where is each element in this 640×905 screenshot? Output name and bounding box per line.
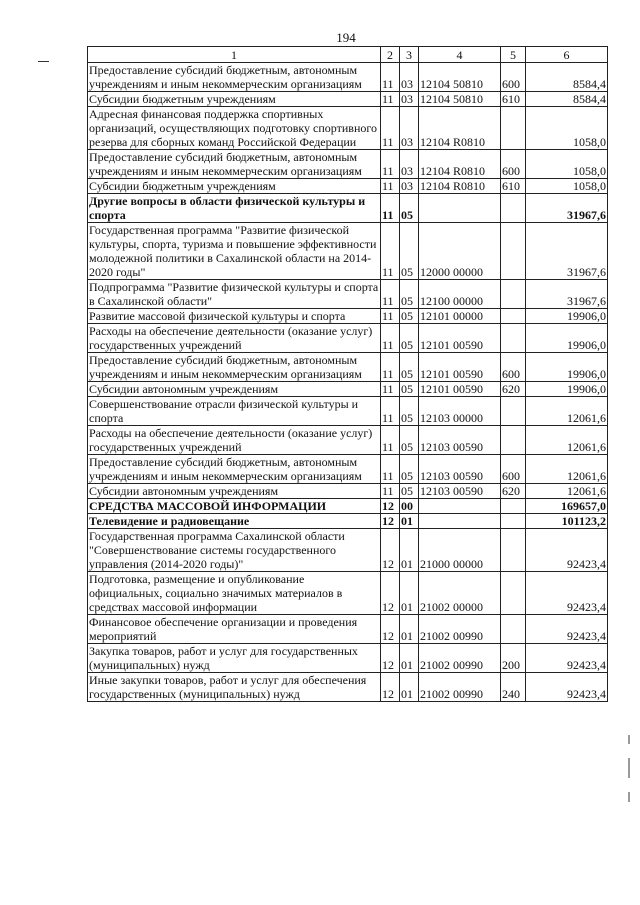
- table-row: [88, 484, 608, 499]
- row-target-code-cell: 21000 00000: [419, 529, 501, 572]
- row-amount-cell: 8584,4: [526, 92, 608, 107]
- table-row: [88, 194, 608, 223]
- row-target-code-cell: 12000 00000: [419, 223, 501, 280]
- row-expense-type-cell: 200: [501, 644, 526, 673]
- row-target-code-cell: [419, 499, 501, 514]
- row-expense-type-cell: [501, 529, 526, 572]
- table-row: [88, 223, 608, 280]
- row-amount-cell: 92423,4: [526, 572, 608, 615]
- row-expense-type-cell: 610: [501, 179, 526, 194]
- budget-table-body: [88, 47, 608, 702]
- row-name-cell: Субсидии бюджетным учреждениям: [88, 179, 381, 194]
- row-target-code-cell: 21002 00990: [419, 673, 501, 702]
- row-section-cell: 11: [381, 397, 400, 426]
- row-name-cell: СРЕДСТВА МАССОВОЙ ИНФОРМАЦИИ: [88, 499, 381, 514]
- row-target-code-cell: 12104 50810: [419, 92, 501, 107]
- row-expense-type-cell: [501, 499, 526, 514]
- row-section-cell: 12: [381, 499, 400, 514]
- edge-scan-mark: [628, 735, 630, 744]
- row-subsection-cell: 05: [400, 309, 419, 324]
- row-amount-cell: 92423,4: [526, 644, 608, 673]
- table-row: [88, 280, 608, 309]
- row-amount-cell: 1058,0: [526, 150, 608, 179]
- table-row: [88, 499, 608, 514]
- row-target-code-cell: [419, 194, 501, 223]
- table-row: [88, 107, 608, 150]
- table-row: [88, 426, 608, 455]
- row-expense-type-cell: 620: [501, 382, 526, 397]
- row-expense-type-cell: 600: [501, 353, 526, 382]
- table-row: [88, 455, 608, 484]
- table-row: [88, 179, 608, 194]
- row-amount-cell: 12061,6: [526, 426, 608, 455]
- row-expense-type-cell: [501, 324, 526, 353]
- row-name-cell: Предоставление субсидий бюджетным, автономным учреждениям и иным некоммерческим организациям: [88, 353, 381, 382]
- row-section-cell: 11: [381, 455, 400, 484]
- row-subsection-cell: 01: [400, 529, 419, 572]
- row-expense-type-cell: 240: [501, 673, 526, 702]
- edge-scan-mark: [628, 792, 630, 802]
- row-name-cell: Предоставление субсидий бюджетным, автономным учреждениям и иным некоммерческим организациям: [88, 63, 381, 92]
- row-name-cell: Расходы на обеспечение деятельности (оказание услуг) государственных учреждений: [88, 324, 381, 353]
- row-expense-type-cell: [501, 194, 526, 223]
- table-row: [88, 353, 608, 382]
- row-name-cell: Государственная программа Сахалинской области "Совершенствование системы государственного управления (2014-2020 годы)": [88, 529, 381, 572]
- row-section-cell: 11: [381, 150, 400, 179]
- row-name-cell: Адресная финансовая поддержка спортивных организаций, осуществляющих подготовку спортивного резерва для сборных команд Российской Федерации: [88, 107, 381, 150]
- row-subsection-cell: 05: [400, 223, 419, 280]
- row-name-cell: Предоставление субсидий бюджетным, автономным учреждениям и иным некоммерческим организациям: [88, 150, 381, 179]
- row-section-cell: 12: [381, 529, 400, 572]
- row-amount-cell: 31967,6: [526, 280, 608, 309]
- row-expense-type-cell: 600: [501, 150, 526, 179]
- row-subsection-cell: 05: [400, 426, 419, 455]
- row-amount-cell: 8584,4: [526, 63, 608, 92]
- row-expense-type-cell: [501, 397, 526, 426]
- row-amount-cell: 12061,6: [526, 484, 608, 499]
- row-name-cell: Совершенствование отрасли физической культуры и спорта: [88, 397, 381, 426]
- column-header-3: 3: [400, 47, 419, 63]
- row-subsection-cell: 03: [400, 92, 419, 107]
- row-subsection-cell: 01: [400, 514, 419, 529]
- row-subsection-cell: 03: [400, 150, 419, 179]
- row-expense-type-cell: [501, 615, 526, 644]
- column-header-2: 2: [381, 47, 400, 63]
- row-subsection-cell: 05: [400, 382, 419, 397]
- row-name-cell: Субсидии автономным учреждениям: [88, 484, 381, 499]
- row-subsection-cell: 05: [400, 455, 419, 484]
- row-amount-cell: 92423,4: [526, 529, 608, 572]
- table-row: [88, 514, 608, 529]
- row-amount-cell: 31967,6: [526, 194, 608, 223]
- row-target-code-cell: 21002 00990: [419, 644, 501, 673]
- table-row: [88, 382, 608, 397]
- row-amount-cell: 92423,4: [526, 673, 608, 702]
- row-amount-cell: 19906,0: [526, 309, 608, 324]
- row-amount-cell: 1058,0: [526, 179, 608, 194]
- table-row: [88, 644, 608, 673]
- table-row: [88, 397, 608, 426]
- row-expense-type-cell: 600: [501, 455, 526, 484]
- table-row: [88, 673, 608, 702]
- row-target-code-cell: [419, 514, 501, 529]
- row-target-code-cell: 12103 00000: [419, 397, 501, 426]
- row-amount-cell: 1058,0: [526, 107, 608, 150]
- row-section-cell: 11: [381, 107, 400, 150]
- row-subsection-cell: 05: [400, 484, 419, 499]
- row-section-cell: 11: [381, 194, 400, 223]
- row-target-code-cell: 12100 00000: [419, 280, 501, 309]
- row-amount-cell: 19906,0: [526, 353, 608, 382]
- row-expense-type-cell: [501, 514, 526, 529]
- row-section-cell: 12: [381, 644, 400, 673]
- row-target-code-cell: 12103 00590: [419, 484, 501, 499]
- row-amount-cell: 101123,2: [526, 514, 608, 529]
- row-target-code-cell: 12103 00590: [419, 455, 501, 484]
- column-header-5: 5: [501, 47, 526, 63]
- column-header-6: 6: [526, 47, 608, 63]
- table-row: [88, 63, 608, 92]
- row-amount-cell: 12061,6: [526, 455, 608, 484]
- table-row: [88, 615, 608, 644]
- column-header-4: 4: [419, 47, 501, 63]
- row-name-cell: Подпрограмма "Развитие физической культуры и спорта в Сахалинской области": [88, 280, 381, 309]
- row-target-code-cell: 12104 R0810: [419, 150, 501, 179]
- row-name-cell: Иные закупки товаров, работ и услуг для обеспечения государственных (муниципальных) нужд: [88, 673, 381, 702]
- row-subsection-cell: 01: [400, 673, 419, 702]
- row-expense-type-cell: [501, 107, 526, 150]
- row-amount-cell: 31967,6: [526, 223, 608, 280]
- row-amount-cell: 92423,4: [526, 615, 608, 644]
- row-expense-type-cell: 610: [501, 92, 526, 107]
- row-target-code-cell: 12104 R0810: [419, 107, 501, 150]
- row-name-cell: Финансовое обеспечение организации и проведения мероприятий: [88, 615, 381, 644]
- row-subsection-cell: 00: [400, 499, 419, 514]
- budget-table: [87, 46, 608, 702]
- page-number: 194: [336, 30, 356, 45]
- row-subsection-cell: 05: [400, 324, 419, 353]
- row-amount-cell: 19906,0: [526, 324, 608, 353]
- row-expense-type-cell: [501, 280, 526, 309]
- row-section-cell: 11: [381, 223, 400, 280]
- row-amount-cell: 12061,6: [526, 397, 608, 426]
- row-target-code-cell: 12101 00000: [419, 309, 501, 324]
- row-target-code-cell: 12101 00590: [419, 324, 501, 353]
- row-target-code-cell: 12103 00590: [419, 426, 501, 455]
- row-expense-type-cell: [501, 223, 526, 280]
- row-name-cell: Другие вопросы в области физической культуры и спорта: [88, 194, 381, 223]
- row-section-cell: 11: [381, 63, 400, 92]
- row-expense-type-cell: [501, 572, 526, 615]
- row-expense-type-cell: [501, 309, 526, 324]
- row-target-code-cell: 12104 50810: [419, 63, 501, 92]
- edge-scan-mark: [628, 758, 630, 778]
- row-subsection-cell: 05: [400, 194, 419, 223]
- row-name-cell: Расходы на обеспечение деятельности (оказание услуг) государственных учреждений: [88, 426, 381, 455]
- row-name-cell: Субсидии бюджетным учреждениям: [88, 92, 381, 107]
- row-section-cell: 11: [381, 382, 400, 397]
- row-section-cell: 12: [381, 615, 400, 644]
- row-target-code-cell: 12101 00590: [419, 353, 501, 382]
- row-name-cell: Подготовка, размещение и опубликование официальных, социально значимых материалов в средствах массовой информации: [88, 572, 381, 615]
- row-subsection-cell: 05: [400, 397, 419, 426]
- row-section-cell: 11: [381, 280, 400, 309]
- table-row: [88, 324, 608, 353]
- row-target-code-cell: 12101 00590: [419, 382, 501, 397]
- row-name-cell: Предоставление субсидий бюджетным, автономным учреждениям и иным некоммерческим организациям: [88, 455, 381, 484]
- row-expense-type-cell: 600: [501, 63, 526, 92]
- table-row: [88, 529, 608, 572]
- row-subsection-cell: 01: [400, 615, 419, 644]
- row-subsection-cell: 01: [400, 644, 419, 673]
- table-row: [88, 92, 608, 107]
- row-subsection-cell: 05: [400, 280, 419, 309]
- row-target-code-cell: 12104 R0810: [419, 179, 501, 194]
- row-section-cell: 11: [381, 484, 400, 499]
- column-header-1: 1: [88, 47, 381, 63]
- row-name-cell: Государственная программа "Развитие физической культуры, спорта, туризма и повышение эффективности молодежной политики в Сахалинской области на 2014-2020 годы": [88, 223, 381, 280]
- row-section-cell: 12: [381, 673, 400, 702]
- row-amount-cell: 19906,0: [526, 382, 608, 397]
- row-section-cell: 11: [381, 309, 400, 324]
- table-row: [88, 150, 608, 179]
- row-name-cell: Телевидение и радиовещание: [88, 514, 381, 529]
- row-subsection-cell: 03: [400, 179, 419, 194]
- row-amount-cell: 169657,0: [526, 499, 608, 514]
- row-name-cell: Развитие массовой физической культуры и спорта: [88, 309, 381, 324]
- row-section-cell: 11: [381, 426, 400, 455]
- row-section-cell: 12: [381, 572, 400, 615]
- row-expense-type-cell: 620: [501, 484, 526, 499]
- row-name-cell: Субсидии автономным учреждениям: [88, 382, 381, 397]
- table-row: [88, 309, 608, 324]
- table-header-row: [88, 47, 608, 63]
- row-subsection-cell: 05: [400, 353, 419, 382]
- row-target-code-cell: 21002 00990: [419, 615, 501, 644]
- row-subsection-cell: 01: [400, 572, 419, 615]
- row-section-cell: 12: [381, 514, 400, 529]
- row-subsection-cell: 03: [400, 107, 419, 150]
- row-target-code-cell: 21002 00000: [419, 572, 501, 615]
- row-section-cell: 11: [381, 179, 400, 194]
- row-expense-type-cell: [501, 426, 526, 455]
- row-section-cell: 11: [381, 324, 400, 353]
- row-subsection-cell: 03: [400, 63, 419, 92]
- row-section-cell: 11: [381, 92, 400, 107]
- margin-dash: [38, 61, 49, 62]
- table-row: [88, 572, 608, 615]
- row-section-cell: 11: [381, 353, 400, 382]
- row-name-cell: Закупка товаров, работ и услуг для государственных (муниципальных) нужд: [88, 644, 381, 673]
